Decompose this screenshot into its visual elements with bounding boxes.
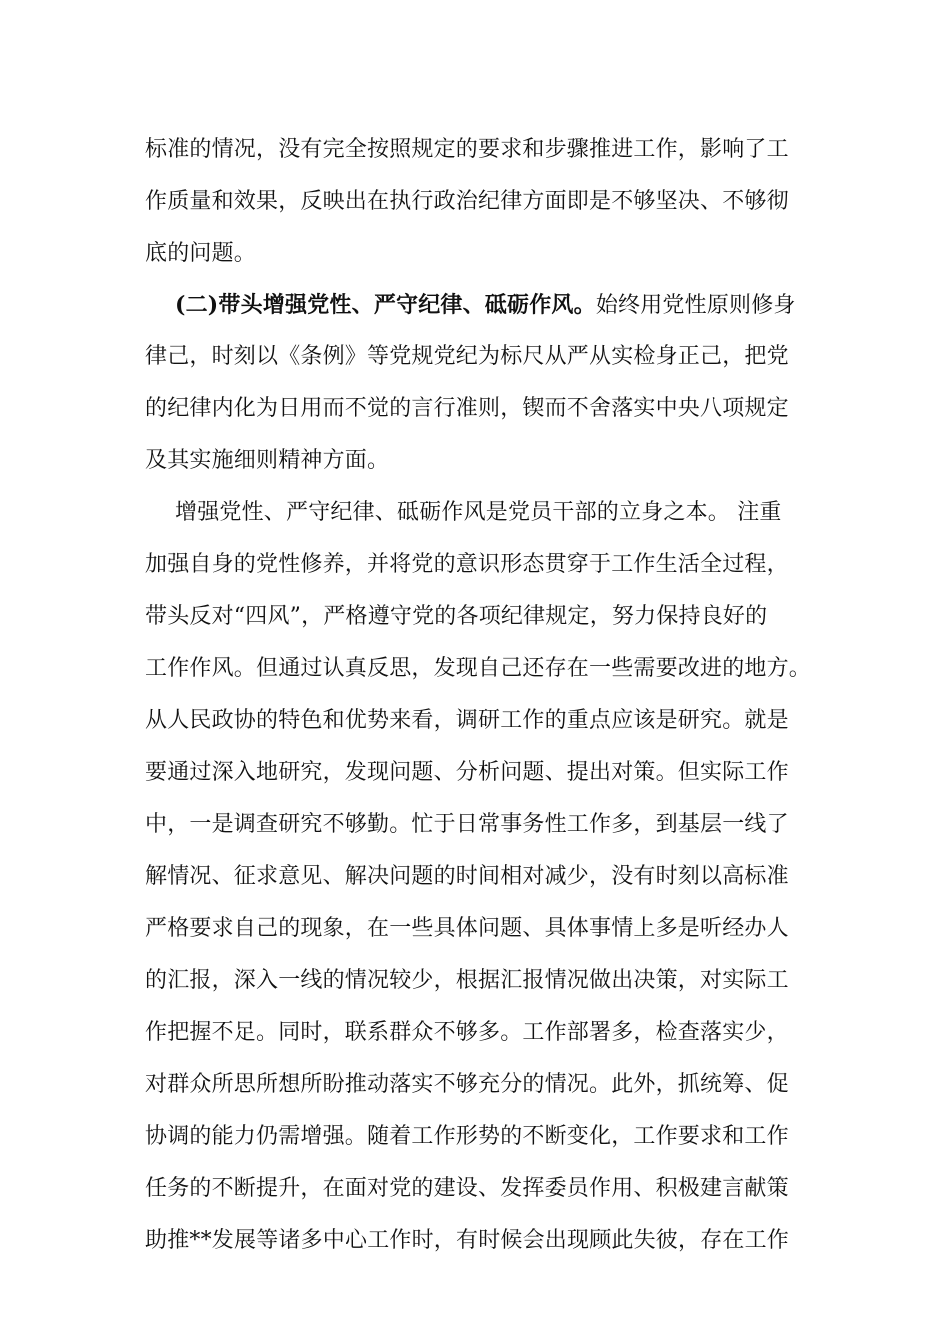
- text-line: 底的问题。: [145, 241, 257, 266]
- text-line: 严格要求自己的现象，在一些具体问题、具体事情上多是听经办人: [145, 916, 789, 941]
- text-line: 协调的能力仍需增强。随着工作形势的不断变化，工作要求和工作: [145, 1124, 789, 1149]
- text-line: 中，一是调查研究不够勤。忙于日常事务性工作多，到基层一线了: [145, 812, 789, 837]
- text-line: 作质量和效果，反映出在执行政治纪律方面即是不够坚决、不够彻: [145, 189, 789, 214]
- text-line: 加强自身的党性修养，并将党的意识形态贯穿于工作生活全过程，: [145, 552, 789, 577]
- text-line: 的汇报，深入一线的情况较少，根据汇报情况做出决策，对实际工: [145, 968, 789, 993]
- text-line: 及其实施细则精神方面。: [145, 448, 390, 473]
- section-heading-line: [175, 285, 815, 325]
- text-line: 作把握不足。同时，联系群众不够多。工作部署多，检查落实少，: [145, 1020, 789, 1045]
- text-line: 带头反对“四风”，严格遵守党的各项纪律规定，努力保持良好的: [145, 604, 768, 629]
- text-line: 律己，时刻以《条例》等党规党纪为标尺从严从实检身正己，把党: [145, 344, 789, 369]
- text-line: 从人民政协的特色和优势来看，调研工作的重点应该是研究。就是: [145, 708, 789, 733]
- text-line: 工作作风。但通过认真反思，发现自己还存在一些需要改进的地方。: [145, 656, 812, 681]
- text-line: 对群众所思所想所盼推动落实不够充分的情况。此外，抓统筹、促: [145, 1072, 789, 1097]
- text-line: 助推**发展等诸多中心工作时，有时候会出现顾此失彼，存在工作: [145, 1228, 790, 1253]
- section-heading-continuation: 始终用党性原则修身: [595, 293, 796, 318]
- text-line: 任务的不断提升，在面对党的建设、发挥委员作用、积极建言献策: [145, 1176, 789, 1201]
- text-line: 增强党性、严守纪律、砥砺作风是党员干部的立身之本。 注重: [175, 500, 782, 525]
- text-line: 标准的情况，没有完全按照规定的要求和步骤推进工作，影响了工: [145, 137, 789, 162]
- section-heading: (二)带头增强党性、严守纪律、砥砺作风。: [175, 292, 596, 318]
- text-line: 要通过深入地研究，发现问题、分析问题、提出对策。但实际工作: [145, 760, 789, 785]
- text-line: 的纪律内化为日用而不觉的言行准则，锲而不舍落实中央八项规定: [145, 396, 789, 421]
- text-line: 解情况、征求意见、解决问题的时间相对减少，没有时刻以高标准: [145, 864, 789, 889]
